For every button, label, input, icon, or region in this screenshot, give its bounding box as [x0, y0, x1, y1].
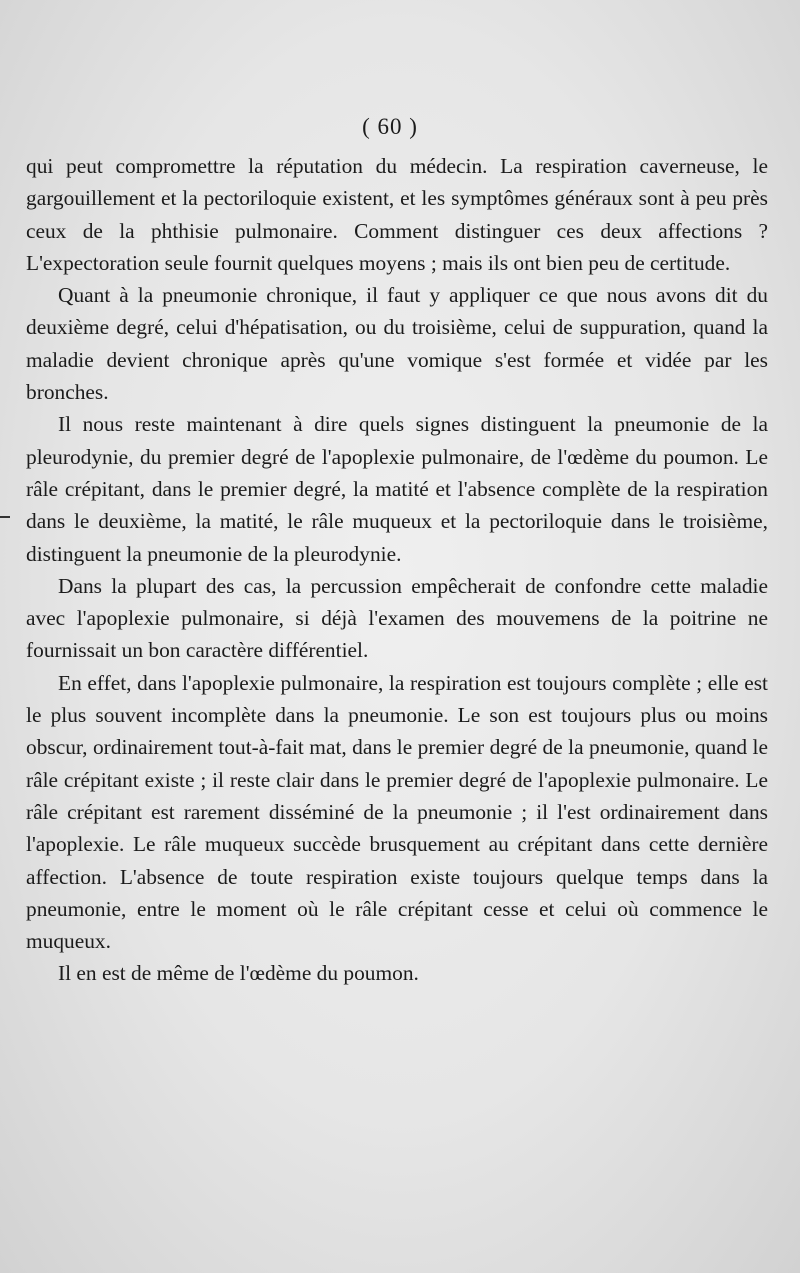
paragraph-6: Il en est de même de l'œdème du poumon.: [58, 961, 419, 986]
paragraph-4: Dans la plupart des cas, la percussion empêcherait de confondre cette maladie avec l'apoplexie pulmonaire, si déjà l'examen des mouvemens de la poitrine ne fournissait un bon caractère différentiel.: [26, 573, 768, 663]
body-text: [26, 150, 768, 990]
page-number: ( 60 ): [362, 114, 418, 139]
paragraph-1: qui peut compromettre la réputation du médecin. La respiration caverneuse, le gargouillement et la pectoriloquie existent, et les symptômes généraux sont à peu près ceux de la phthisie pulmonaire. Comment distinguer ces deux affections ? L'expectoration seule fournit quelques moyens ; mais ils ont bien peu de certitude.: [26, 154, 768, 275]
paragraph-2: Quant à la pneumonie chronique, il faut y appliquer ce que nous avons dit du deuxième degré, celui d'hépatisation, ou du troisième, celui de suppuration, quand la maladie devient chronique après qu'une vomique s'est formée et vidée par les bronches.: [26, 283, 768, 405]
margin-mark: [0, 516, 10, 518]
paragraph-3: Il nous reste maintenant à dire quels signes distinguent la pneumonie de la pleurodynie, du premier degré de l'apoplexie pulmonaire, de l'œdème du poumon. Le râle crépitant, dans le premier degré, la matité et l'absence complète de la respiration dans le deuxième, la matité, le râle muqueux et la pectoriloquie dans le troisième, distinguent la pneumonie de la pleurodynie.: [26, 412, 768, 566]
paragraph-5: En effet, dans l'apoplexie pulmonaire, la respiration est toujours complète ; elle est le plus souvent incomplète dans la pneumonie. Le son est toujours plus ou moins obscur, ordinairement tout-à-fait mat, dans le premier degré de la pneumonie, quand le râle crépitant existe ; il reste clair dans le premier degré de l'apoplexie pulmonaire. Le râle crépitant est rarement disséminé de la pneumonie ; il l'est ordinairement dans l'apoplexie. Le râle muqueux succède brusquement au crépitant dans cette dernière affection. L'absence de toute respiration existe toujours quelque temps dans la pneumonie, entre le moment où le râle crépitant cesse et celui où commence le muqueux.: [26, 670, 768, 954]
